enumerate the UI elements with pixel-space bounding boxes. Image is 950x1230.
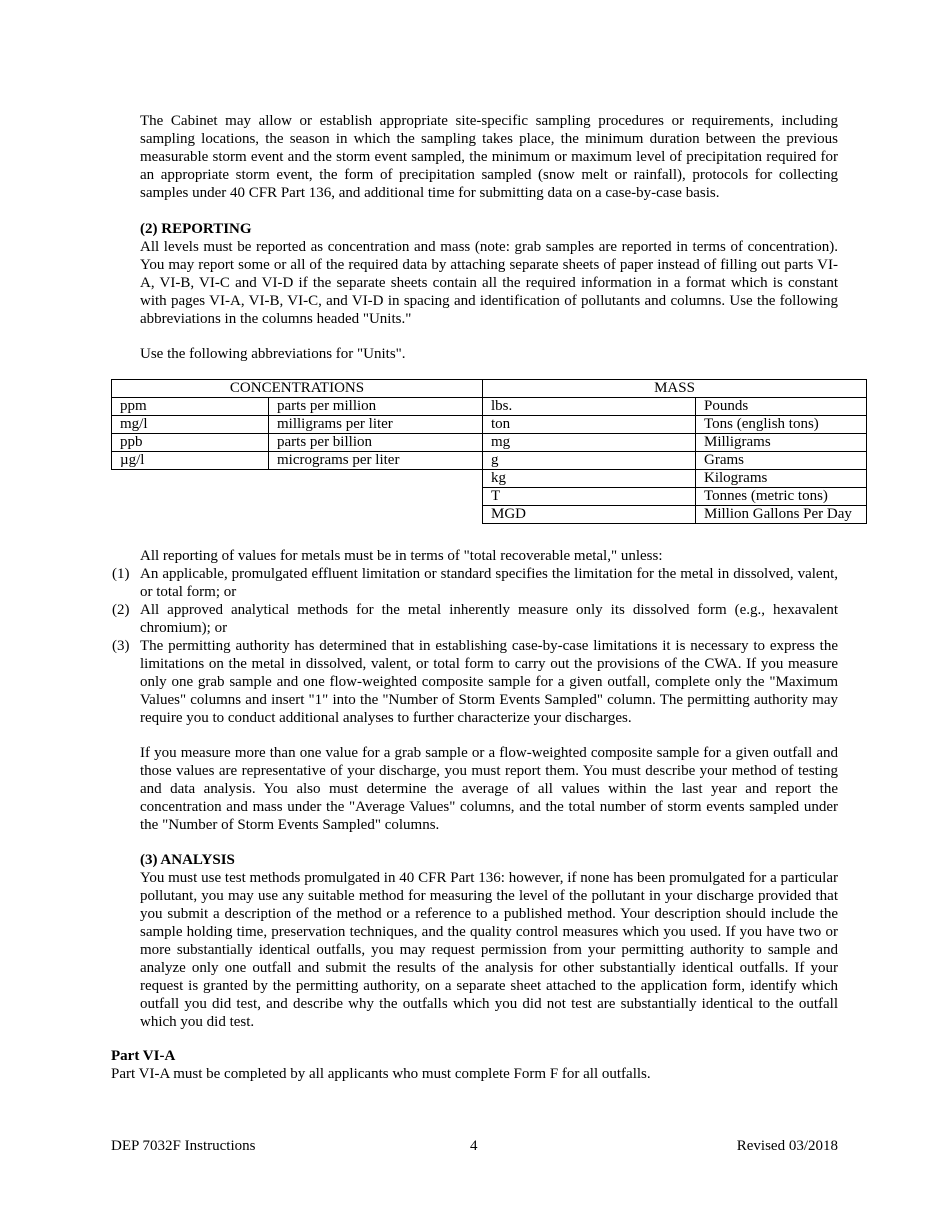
- mass-abbr: kg: [483, 470, 696, 488]
- conc-meaning: micrograms per liter: [269, 452, 483, 470]
- conc-meaning: milligrams per liter: [269, 416, 483, 434]
- empty-cell: [112, 470, 483, 488]
- units-intro: Use the following abbreviations for "Units".: [140, 346, 406, 362]
- metals-section: [112, 547, 838, 727]
- list-item: [112, 565, 838, 601]
- reporting-heading: (2) REPORTING: [140, 221, 252, 237]
- list-item-number: (1): [112, 566, 130, 582]
- list-item-number: (2): [112, 602, 130, 618]
- table-row: [112, 452, 867, 470]
- mass-header: MASS: [483, 380, 867, 398]
- list-item-text: An applicable, promulgated effluent limitation or standard specifies the limitation for the metal in dissolved, valent, or total form; or: [140, 566, 838, 600]
- mass-abbr: T: [483, 488, 696, 506]
- table-row: [112, 398, 867, 416]
- conc-abbr: ppm: [112, 398, 269, 416]
- footer-form-name: DEP 7032F Instructions: [111, 1138, 256, 1154]
- list-item: [112, 601, 838, 637]
- reporting-body: All levels must be reported as concentration and mass (note: grab samples are reported in terms of concentration). You may report some or all of the required data by attaching separate sheets of paper instead of filling out parts VI-A, VI-B, VI-C and VI-D if the separate sheets contain all the required information in a format which is constant with pages VI-A, VI-B, VI-C, and VI-D in spacing and identification of pollutants and columns. Use the following abbreviations in the columns headed "Units.": [140, 239, 838, 327]
- part-vi-a-section: [111, 1047, 851, 1083]
- metals-list: [112, 565, 838, 727]
- conc-meaning: parts per billion: [269, 434, 483, 452]
- footer-revision: Revised 03/2018: [736, 1138, 838, 1154]
- empty-cell: [112, 506, 483, 524]
- list-item: [112, 637, 838, 727]
- table-row: [112, 416, 867, 434]
- conc-abbr: mg/l: [112, 416, 269, 434]
- mass-meaning: Milligrams: [696, 434, 867, 452]
- list-item-text: All approved analytical methods for the metal inherently measure only its dissolved form (e.g., hexavalent chromium); or: [140, 602, 838, 636]
- reporting-section: [140, 220, 838, 328]
- analysis-body: You must use test methods promulgated in 40 CFR Part 136: however, if none has been promulgated for a particular pollutant, you may use any suitable method for measuring the level of the pollutant in your discharge provided that you submit a description of the method or a reference to a published method. Your description should include the sample holding time, preservation techniques, and the quality control measures which you used. If you have two or more substantially identical outfalls, you may request permission from your permitting authority to sample and analyze only one outfall and submit the results of the analysis for other substantially identical outfalls. If your request is granted by the permitting authority, on a separate sheet attached to the application form, identify which outfall you did test, and describe why the outfalls which you did not test are substantially identical to the outfall which you did test.: [140, 870, 838, 1030]
- units-table: [111, 379, 867, 524]
- mass-abbr: ton: [483, 416, 696, 434]
- measure-paragraph: If you measure more than one value for a grab sample or a flow-weighted composite sample for a given outfall and those values are representative of your discharge, you must report them. You must describe your method of testing and data analysis. You also must determine the average of all values within the last year and report the concentration and mass under the "Average Values" columns, and the total number of storm events sampled under the "Number of Storm Events Sampled" columns.: [140, 745, 838, 833]
- list-item-number: (3): [112, 638, 130, 654]
- analysis-heading: (3) ANALYSIS: [140, 852, 235, 868]
- conc-abbr: µg/l: [112, 452, 269, 470]
- table-row: [112, 434, 867, 452]
- mass-meaning: Pounds: [696, 398, 867, 416]
- conc-meaning: parts per million: [269, 398, 483, 416]
- mass-abbr: mg: [483, 434, 696, 452]
- mass-meaning: Tons (english tons): [696, 416, 867, 434]
- units-table-header: [112, 380, 867, 398]
- mass-meaning: Kilograms: [696, 470, 867, 488]
- intro-paragraph: The Cabinet may allow or establish appropriate site-specific sampling procedures or requirements, including sampling locations, the season in which the sampling takes place, the minimum duration between the previous measurable storm event and the storm event sampled, the minimum or maximum level of precipitation required for an appropriate storm event, the form of precipitation sampled (snow melt or rainfall), protocols for collecting samples under 40 CFR Part 136, and additional time for submitting data on a case-by-case basis.: [140, 113, 838, 201]
- list-item-text: The permitting authority has determined that in establishing case-by-case limitations it is necessary to express the limitations on the metal in dissolved, valent, or total form to carry out the provisions of the CWA. If you measure only one grab sample and one flow-weighted composite sample for a given outfall, complete only the "Maximum Values" columns and insert "1" into the "Number of Storm Events Sampled" column. The permitting authority may require you to conduct additional analyses to further characterize your discharges.: [140, 638, 838, 726]
- analysis-section: [140, 851, 838, 1031]
- conc-abbr: ppb: [112, 434, 269, 452]
- footer-page-number: 4: [470, 1138, 478, 1154]
- mass-meaning: Million Gallons Per Day: [696, 506, 867, 524]
- empty-cell: [112, 488, 483, 506]
- part-vi-a-heading: Part VI-A: [111, 1048, 176, 1064]
- mass-meaning: Tonnes (metric tons): [696, 488, 867, 506]
- table-row: [112, 488, 867, 506]
- mass-abbr: MGD: [483, 506, 696, 524]
- table-row: [112, 470, 867, 488]
- metals-intro: All reporting of values for metals must be in terms of "total recoverable metal," unless:: [140, 548, 663, 564]
- table-row: [112, 506, 867, 524]
- part-vi-a-body: Part VI-A must be completed by all applicants who must complete Form F for all outfalls.: [111, 1066, 651, 1082]
- mass-abbr: g: [483, 452, 696, 470]
- mass-abbr: lbs.: [483, 398, 696, 416]
- concentrations-header: CONCENTRATIONS: [112, 380, 483, 398]
- mass-meaning: Grams: [696, 452, 867, 470]
